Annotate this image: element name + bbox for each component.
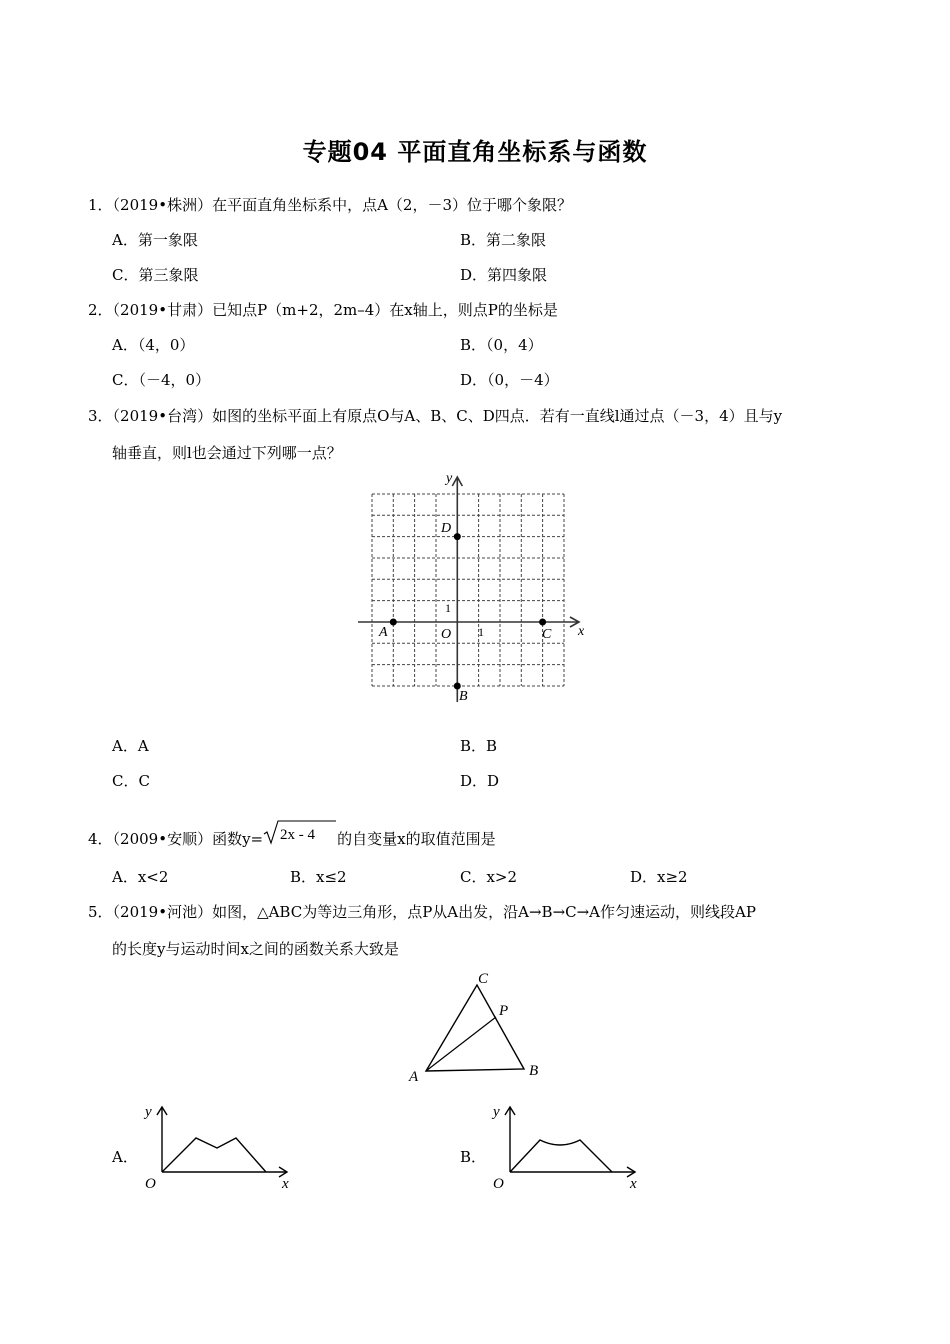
q3-option-a[interactable]: A．A [112,737,149,755]
q5-option-a[interactable]: A． [112,1148,138,1166]
q5-option-b[interactable]: B． [460,1148,487,1166]
point-a-label: A [379,625,388,640]
graph-a-curve [162,1138,266,1172]
graph-a-y-label: y [145,1104,152,1120]
q2-option-c[interactable]: C．（－4，0） [112,371,211,389]
vertex-c-label: C [478,971,489,987]
question-1 [88,194,572,215]
question-3 [88,405,782,426]
page-title: 专题04 平面直角坐标系与函数 [302,138,648,166]
q3-option-c[interactable]: C．C [112,772,150,790]
triangle-figure [400,965,560,1090]
vertex-a-label: A [409,1069,419,1085]
point-a [390,619,397,626]
y-unit-label: 1 [445,601,451,615]
question-5 [88,901,756,922]
q4-option-b[interactable]: B．x≤2 [290,868,347,886]
question-number: 2． [88,301,113,319]
graph-a-origin-label: O [145,1176,156,1192]
x-axis-label: x [578,624,585,639]
graph-b-origin-label: O [493,1176,504,1192]
q4-option-a[interactable]: A．x<2 [112,868,169,886]
q2-option-a[interactable]: A．（4，0） [112,336,195,354]
question-number: 3． [88,407,113,425]
q1-option-b[interactable]: B．第二象限 [460,231,547,249]
graph-option-a [140,1100,300,1192]
segment-ap [426,1017,496,1071]
point-b-label: B [459,689,468,704]
y-axis-label: y [446,471,453,486]
q1-option-c[interactable]: C．第三象限 [112,266,199,284]
q2-option-b[interactable]: B．（0，4） [460,336,543,354]
question-number: 4． [88,830,113,848]
square-root-expression [263,819,337,845]
coordinate-grid-figure [352,466,592,706]
graph-b-x-label: x [630,1176,637,1192]
question-text: （2019•台湾）如图的坐标平面上有原点O与A、B、C、D四点．若有一直线l通过点（－3，4）且与y [112,407,783,425]
question-prefix: （2009•安顺）函数y= [112,830,264,848]
question-suffix: 的自变量x的取值范围是 [337,830,496,848]
origin-label: O [441,627,452,642]
point-c-label: C [542,627,552,642]
q4-option-c[interactable]: C．x>2 [460,868,518,886]
point-d-label: D [441,521,452,536]
radicand: 2x - 4 [280,827,316,843]
question-number: 5． [88,903,113,921]
graph-b-curve [510,1140,612,1172]
equilateral-triangle [426,985,524,1071]
radical-sign-icon [263,819,337,845]
question-text: （2019•甘肃）已知点P（m+2，2m–4）在x轴上，则点P的坐标是 [112,301,558,319]
q4-option-d[interactable]: D．x≥2 [630,868,688,886]
q3-option-d[interactable]: D．D [460,772,500,790]
question-5-line2: 的长度y与运动时间x之间的函数关系大致是 [112,940,399,958]
graph-option-b [488,1100,648,1192]
point-p-label: P [499,1003,509,1019]
vertex-b-label: B [529,1063,539,1079]
question-text: （2019•株洲）在平面直角坐标系中，点A（2，－3）位于哪个象限？ [112,196,572,214]
q1-option-d[interactable]: D．第四象限 [460,266,548,284]
q3-option-b[interactable]: B．B [460,737,498,755]
question-2 [88,299,558,320]
x-unit-label: 1 [478,625,484,639]
question-3-line2: 轴垂直，则l也会通过下列哪一点？ [112,444,342,462]
point-d [454,533,461,540]
graph-a-x-label: x [282,1176,289,1192]
q1-option-a[interactable]: A．第一象限 [112,231,198,249]
question-text: （2019•河池）如图，△ABC为等边三角形，点P从A出发，沿A→B→C→A作匀速运动，则线段AP [112,903,756,921]
question-number: 1． [88,196,113,214]
graph-b-y-label: y [493,1104,500,1120]
point-c [539,619,546,626]
q2-option-d[interactable]: D．（0，－4） [460,371,559,389]
question-4 [88,819,496,849]
